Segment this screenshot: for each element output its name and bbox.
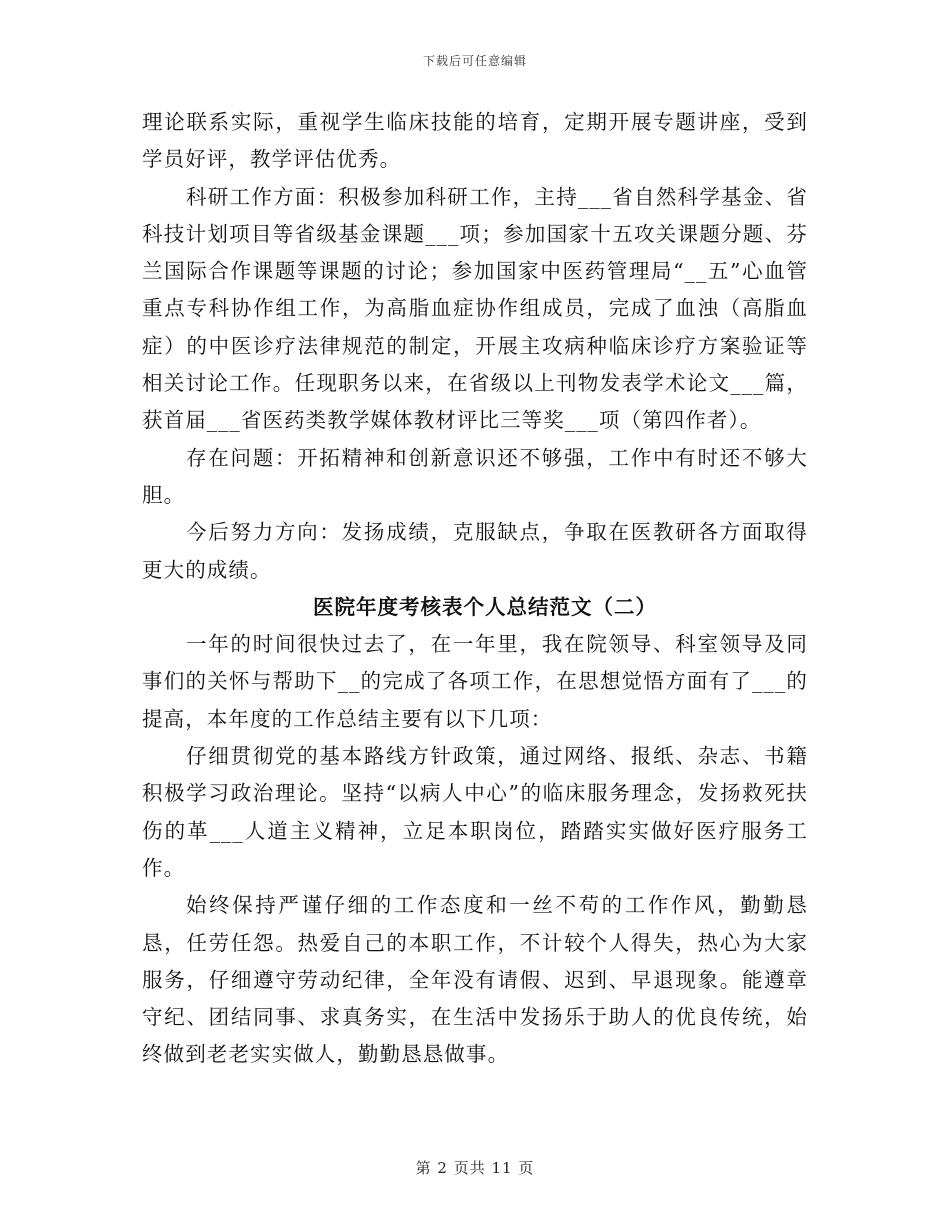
paragraph-teaching-continued: 理论联系实际，重视学生临床技能的培育，定期开展专题讲座，受到学员好评，教学评估优秀。 [142,110,808,172]
paragraph-political-study: 仔细贯彻党的基本路线方针政策，通过网络、报纸、杂志、书籍积极学习政治理论。坚持“以病人中心”的临床服务理念，发扬救死扶伤的革___人道主义精神，立足本职岗位，踏踏实实做好医疗服务工作。 [142,744,808,880]
paragraph-research: 科研工作方面：积极参加科研工作，主持___省自然科学基金、省科技计划项目等省级基金课题___项；参加国家十五攻关课题分题、芬兰国际合作课题等课题的讨论；参加国家中医药管理局“__五”心血管重点专科协作组工作，为高脂血症协作组成员，完成了血浊（高脂血症）的中医诊疗法律规范的制定，开展主攻病种临床诊疗方案验证等相关讨论工作。任现职务以来，在省级以上刊物发表学术论文___篇，获首届___省医药类教学媒体教材评比三等奖___项（第四作者）。 [142,184,808,433]
section-title: 医院年度考核表个人总结范文（二） [313,594,657,619]
page-header: 下载后可任意编辑 [422,54,527,68]
document-body [142,104,808,1074]
paragraph-problems: 存在问题：开拓精神和创新意识还不够强，工作中有时还不够大胆。 [142,445,808,507]
paragraph-future-direction: 今后努力方向：发扬成绩，克服缺点，争取在医教研各方面取得更大的成绩。 [142,520,808,582]
paragraph-work-attitude: 始终保持严谨仔细的工作态度和一丝不苟的工作作风，勤勤恳恳，任劳任怨。热爱自己的本职工作，不计较个人得失，热心为大家服务，仔细遵守劳动纪律，全年没有请假、迟到、早退现象。能遵章守纪、团结同事、求真务实，在生活中发扬乐于助人的优良传统，始终做到老老实实做人，勤勤恳恳做事。 [142,893,808,1067]
paragraph-intro: 一年的时间很快过去了，在一年里，我在院领导、科室领导及同事们的关怀与帮助下__的完成了各项工作，在思想觉悟方面有了___的提高，本年度的工作总结主要有以下几项： [142,632,808,731]
page-footer: 第 2 页共 11 页 [415,1159,535,1177]
